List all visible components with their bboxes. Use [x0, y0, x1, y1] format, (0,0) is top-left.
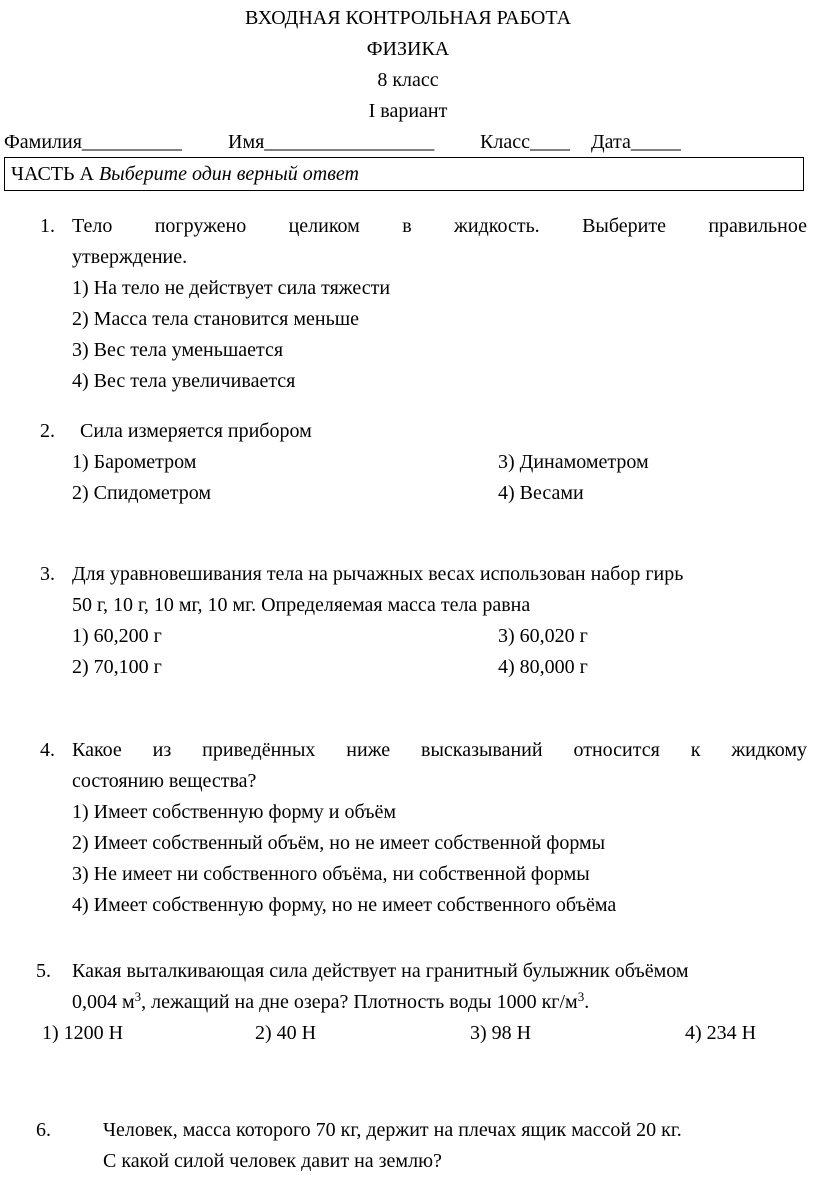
- date-field: Дата_____: [591, 131, 681, 153]
- answer-option: 4) 234 Н: [685, 1022, 757, 1044]
- answer-option: 4) Вес тела увеличивается: [72, 370, 296, 392]
- answer-option: 4) 80,000 г: [498, 656, 588, 678]
- answer-option: 1) На тело не действует сила тяжести: [72, 277, 391, 299]
- test-title: ВХОДНАЯ КОНТРОЛЬНАЯ РАБОТА: [244, 7, 572, 29]
- answer-option: 3) Не имеет ни собственного объёма, ни собственной формы: [72, 863, 590, 885]
- grade-label: 8 класс: [377, 69, 439, 91]
- answer-option: 3) 98 Н: [470, 1022, 532, 1044]
- question-text: Сила измеряется прибором: [80, 420, 312, 442]
- question-text: 0,004 $м^3$, лежащий на дне озера? Плотность воды 1000 $кг/м^3$.: [72, 989, 590, 1013]
- part-a-label: ЧАСТЬ А: [11, 163, 94, 185]
- answer-option: 1) 1200 Н: [42, 1022, 124, 1044]
- class-field: Класс____: [480, 131, 570, 153]
- part-a-box: [4, 157, 804, 191]
- question-number: 3.: [40, 563, 55, 585]
- question-text: 50 г, 10 г, 10 мг, 10 мг. Определяемая масса тела равна: [72, 594, 531, 616]
- answer-option: 1) Барометром: [72, 451, 197, 473]
- question-text: Тело погружено целиком в жидкость. Выберите правильное: [72, 215, 807, 237]
- answer-option: 2) 40 Н: [255, 1022, 317, 1044]
- question-text: состоянию вещества?: [72, 770, 257, 792]
- answer-option: 4) Имеет собственную форму, но не имеет собственного объёма: [72, 894, 617, 916]
- answer-option: 2) Спидометром: [72, 482, 212, 504]
- question-number: 5.: [36, 960, 51, 982]
- question-text: Какая выталкивающая сила действует на гранитный булыжник объёмом: [72, 960, 689, 982]
- answer-option: 1) 60,200 г: [72, 625, 162, 647]
- answer-option: 2) Имеет собственный объём, но не имеет собственной формы: [72, 832, 606, 854]
- answer-option: 2) Масса тела становится меньше: [72, 308, 359, 330]
- part-a-heading: [11, 159, 359, 190]
- question-text: Человек, масса которого 70 кг, держит на плечах ящик массой 20 кг.: [103, 1119, 682, 1141]
- answer-option: 3) 60,020 г: [498, 625, 588, 647]
- question-number: 6.: [36, 1119, 51, 1141]
- answer-option: 4) Весами: [498, 482, 584, 504]
- subject-title: ФИЗИКА: [366, 38, 450, 60]
- question-text: утверждение.: [72, 246, 188, 268]
- question-number: 2.: [40, 420, 55, 442]
- part-a-instruction: Выберите один верный ответ: [98, 163, 359, 185]
- surname-field: Фамилия__________: [4, 131, 182, 153]
- question-text: Какое из приведённых ниже высказываний относится к жидкому: [72, 739, 807, 761]
- question-number: 1.: [40, 215, 55, 237]
- answer-option: 3) Вес тела уменьшается: [72, 339, 284, 361]
- question-text: Для уравновешивания тела на рычажных весах использован набор гирь: [72, 563, 684, 585]
- answer-option: 3) Динамометром: [498, 451, 649, 473]
- question-number: 4.: [40, 739, 55, 761]
- name-field: Имя_________________: [228, 131, 435, 153]
- answer-option: 1) Имеет собственную форму и объём: [72, 801, 397, 823]
- variant-label: I вариант: [368, 100, 448, 122]
- question-text: С какой силой человек давит на землю?: [103, 1150, 442, 1172]
- answer-option: 2) 70,100 г: [72, 656, 162, 678]
